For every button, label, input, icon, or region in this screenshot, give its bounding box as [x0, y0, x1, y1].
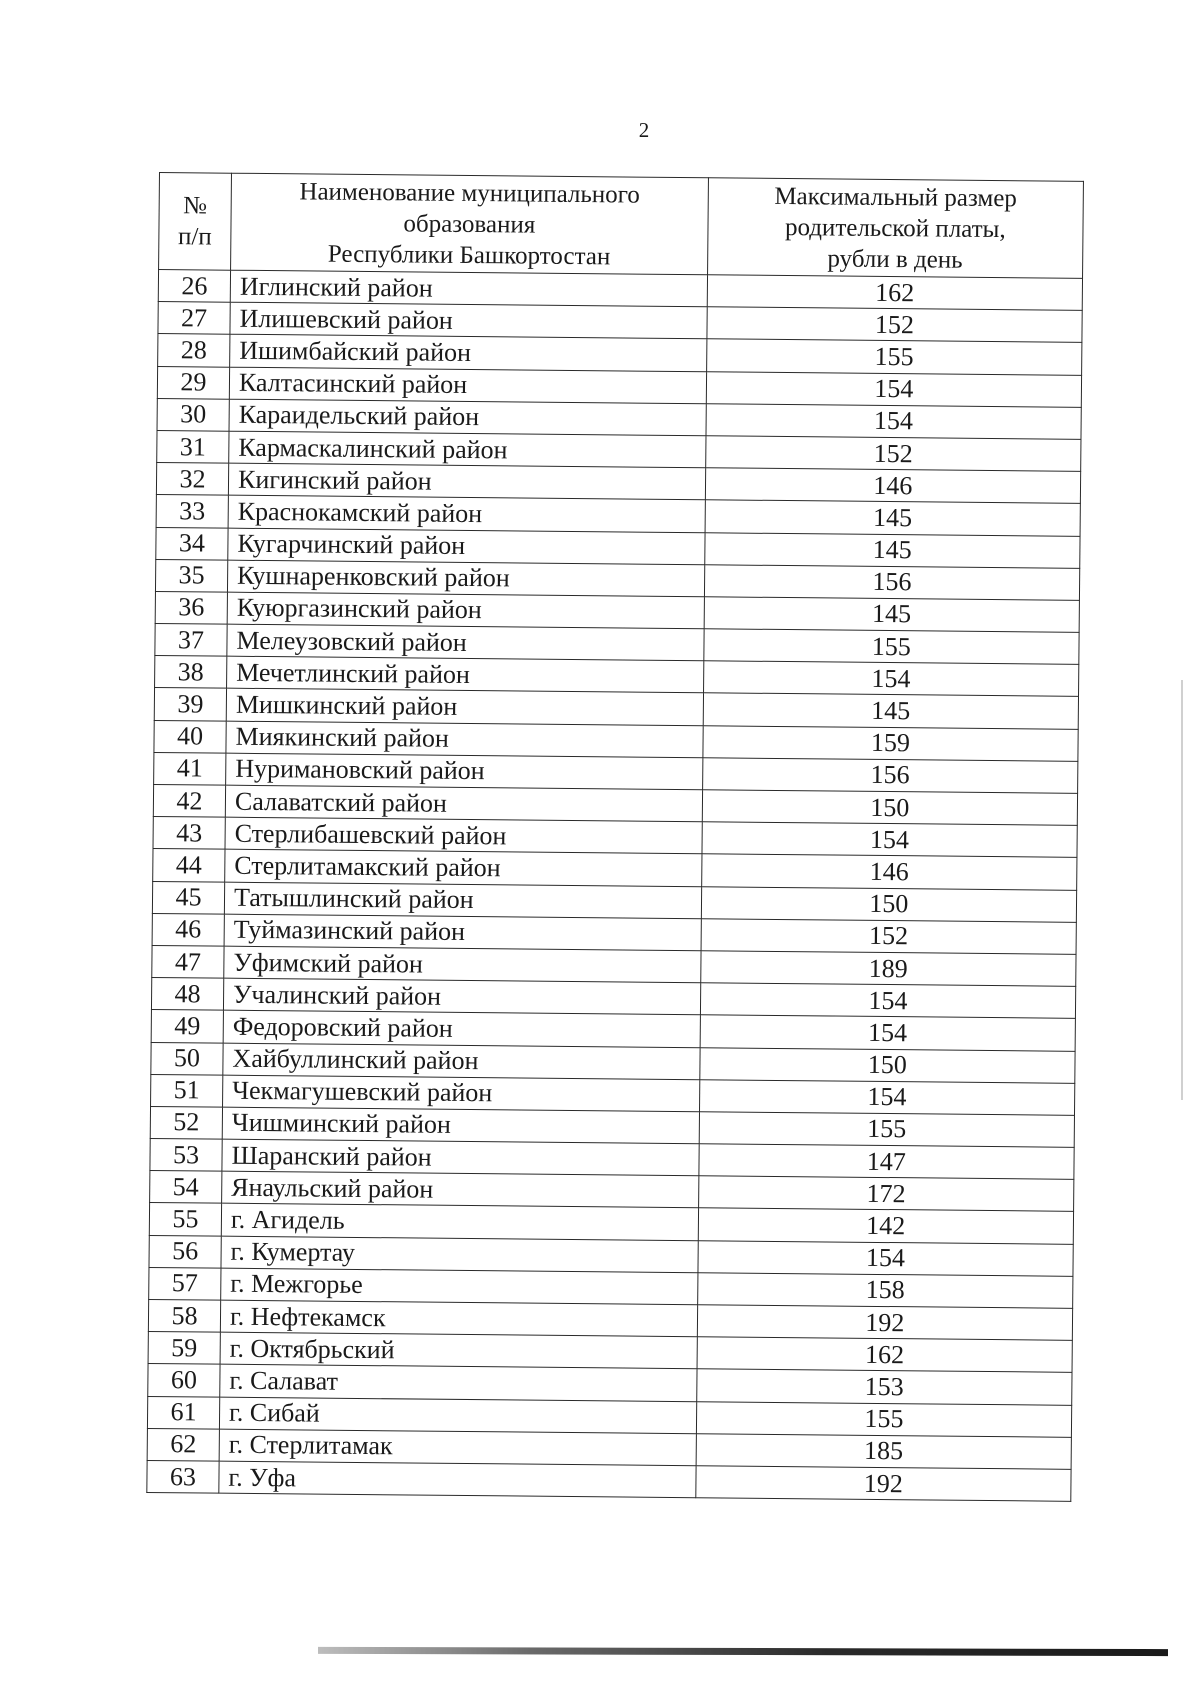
- max-fee: 154: [706, 404, 1082, 440]
- municipality-name: Караидельский район: [229, 399, 706, 436]
- header-fee-line: родительской платы,: [784, 213, 1006, 243]
- max-fee: 154: [698, 1240, 1074, 1276]
- row-number: 27: [158, 302, 230, 335]
- fee-table: [146, 172, 1084, 1502]
- table-body: [147, 270, 1083, 1502]
- table-header-row: [159, 173, 1084, 279]
- row-number: 33: [156, 495, 228, 528]
- row-number: 60: [148, 1364, 220, 1397]
- max-fee: 150: [701, 886, 1077, 922]
- municipality-name: Стерлитамакский район: [225, 850, 702, 887]
- municipality-name: Чекмагушевский район: [223, 1075, 700, 1112]
- municipality-name: Кушнаренковский район: [227, 560, 704, 597]
- municipality-name: Салаватский район: [225, 785, 702, 822]
- row-number: 47: [152, 945, 224, 978]
- row-number: 31: [157, 430, 229, 463]
- row-number: 29: [157, 366, 229, 399]
- row-number: 59: [148, 1332, 220, 1365]
- municipality-name: Калтасинский район: [229, 367, 706, 404]
- municipality-name: Уфимский район: [224, 946, 701, 983]
- header-fee-line: рубли в день: [827, 244, 963, 274]
- row-number: 44: [153, 849, 225, 882]
- row-number: 56: [149, 1235, 221, 1268]
- row-number: 39: [154, 688, 226, 721]
- header-name: [231, 173, 709, 275]
- municipality-name: г. Октябрьский: [220, 1332, 697, 1369]
- municipality-name: Федоровский район: [223, 1010, 700, 1047]
- municipality-name: г. Стерлитамак: [219, 1429, 696, 1466]
- max-fee: 145: [705, 500, 1081, 536]
- max-fee: 145: [703, 693, 1079, 729]
- max-fee: 155: [699, 1112, 1075, 1148]
- row-number: 26: [158, 270, 230, 303]
- municipality-name: Иглинский район: [230, 270, 707, 307]
- municipality-name: Кугарчинский район: [228, 528, 705, 565]
- max-fee: 145: [704, 597, 1080, 633]
- row-number: 41: [154, 752, 226, 785]
- row-number: 28: [158, 334, 230, 367]
- municipality-name: г. Агидель: [221, 1204, 698, 1241]
- header-fee: [707, 178, 1083, 279]
- municipality-name: Кигинский район: [228, 463, 705, 500]
- header-name-line: Республики Башкортостан: [327, 240, 611, 270]
- municipality-name: Нуримановский район: [226, 753, 703, 790]
- municipality-name: Куюргазинский район: [227, 592, 704, 629]
- row-number: 58: [148, 1299, 220, 1332]
- max-fee: 158: [697, 1273, 1073, 1309]
- municipality-name: Илишевский район: [230, 302, 707, 339]
- header-num-line: п/п: [177, 223, 212, 251]
- municipality-name: Миякинский район: [226, 721, 703, 758]
- max-fee: 154: [700, 1015, 1076, 1051]
- max-fee: 192: [697, 1305, 1073, 1341]
- max-fee: 154: [700, 983, 1076, 1019]
- municipality-name: Ишимбайский район: [230, 335, 707, 372]
- max-fee: 189: [700, 951, 1076, 987]
- header-name-line: образования: [403, 209, 536, 239]
- row-number: 43: [153, 817, 225, 850]
- page-number: 2: [638, 118, 650, 142]
- row-number: 63: [147, 1460, 219, 1493]
- municipality-name: Стерлибашевский район: [225, 817, 702, 854]
- row-number: 57: [149, 1267, 221, 1300]
- max-fee: 152: [707, 307, 1083, 343]
- municipality-name: Мечетлинский район: [227, 656, 704, 693]
- row-number: 61: [147, 1396, 219, 1429]
- max-fee: 150: [702, 790, 1078, 826]
- row-number: 42: [153, 784, 225, 817]
- municipality-name: Чишминский район: [222, 1107, 699, 1144]
- row-number: 45: [152, 881, 224, 914]
- row-number: 49: [151, 1010, 223, 1043]
- row-number: 48: [151, 978, 223, 1011]
- max-fee: 147: [699, 1144, 1075, 1180]
- max-fee: 156: [704, 564, 1080, 600]
- row-number: 53: [150, 1139, 222, 1172]
- row-number: 50: [151, 1042, 223, 1075]
- max-fee: 152: [701, 918, 1077, 954]
- max-fee: 162: [707, 275, 1083, 311]
- row-number: 62: [147, 1428, 219, 1461]
- row-number: 37: [155, 624, 227, 657]
- municipality-name: г. Нефтекамск: [220, 1300, 697, 1337]
- max-fee: 146: [705, 468, 1081, 504]
- municipality-name: Мелеузовский район: [227, 624, 704, 661]
- footer-rule: [318, 1647, 1168, 1656]
- header-name-line: Наименование муниципального: [299, 177, 640, 209]
- municipality-name: Туймазинский район: [224, 914, 701, 951]
- max-fee: 156: [702, 758, 1078, 794]
- scan-artifact-line: [1181, 680, 1183, 1100]
- header-num: [159, 173, 232, 271]
- max-fee: 192: [696, 1466, 1072, 1502]
- max-fee: 154: [703, 661, 1079, 697]
- row-number: 46: [152, 913, 224, 946]
- municipality-name: г. Кумертау: [221, 1236, 698, 1273]
- municipality-name: Татышлинский район: [224, 882, 701, 919]
- max-fee: 172: [698, 1176, 1074, 1212]
- max-fee: 154: [706, 371, 1082, 407]
- municipality-name: г. Сибай: [219, 1397, 696, 1434]
- max-fee: 145: [704, 532, 1080, 568]
- max-fee: 154: [699, 1079, 1075, 1115]
- max-fee: 155: [696, 1401, 1072, 1437]
- row-number: 35: [155, 559, 227, 592]
- municipality-name: Хайбуллинский район: [223, 1043, 700, 1080]
- municipality-name: Шаранский район: [222, 1139, 699, 1176]
- max-fee: 162: [697, 1337, 1073, 1373]
- municipality-name: Учалинский район: [223, 978, 700, 1015]
- row-number: 32: [156, 463, 228, 496]
- row-number: 51: [151, 1074, 223, 1107]
- municipality-name: Мишкинский район: [226, 689, 703, 726]
- max-fee: 155: [704, 629, 1080, 665]
- municipality-name: Кармаскалинский район: [229, 431, 706, 468]
- max-fee: 155: [706, 339, 1082, 375]
- row-number: 34: [156, 527, 228, 560]
- row-number: 55: [149, 1203, 221, 1236]
- row-number: 54: [150, 1171, 222, 1204]
- max-fee: 146: [701, 854, 1077, 890]
- row-number: 36: [155, 591, 227, 624]
- max-fee: 154: [702, 822, 1078, 858]
- max-fee: 142: [698, 1208, 1074, 1244]
- header-fee-line: Максимальный размер: [774, 182, 1018, 212]
- row-number: 52: [150, 1106, 222, 1139]
- municipality-name: г. Салават: [220, 1365, 697, 1402]
- max-fee: 150: [700, 1047, 1076, 1083]
- row-number: 30: [157, 398, 229, 431]
- municipality-name: Янаульский район: [222, 1171, 699, 1208]
- max-fee: 159: [703, 725, 1079, 761]
- max-fee: 152: [705, 436, 1081, 472]
- row-number: 40: [154, 720, 226, 753]
- row-number: 38: [155, 656, 227, 689]
- municipality-name: г. Межгорье: [221, 1268, 698, 1305]
- municipality-name: г. Уфа: [219, 1461, 696, 1498]
- max-fee: 153: [696, 1369, 1072, 1405]
- max-fee: 185: [696, 1433, 1072, 1469]
- municipality-name: Краснокамский район: [228, 495, 705, 532]
- header-num-line: №: [183, 192, 208, 220]
